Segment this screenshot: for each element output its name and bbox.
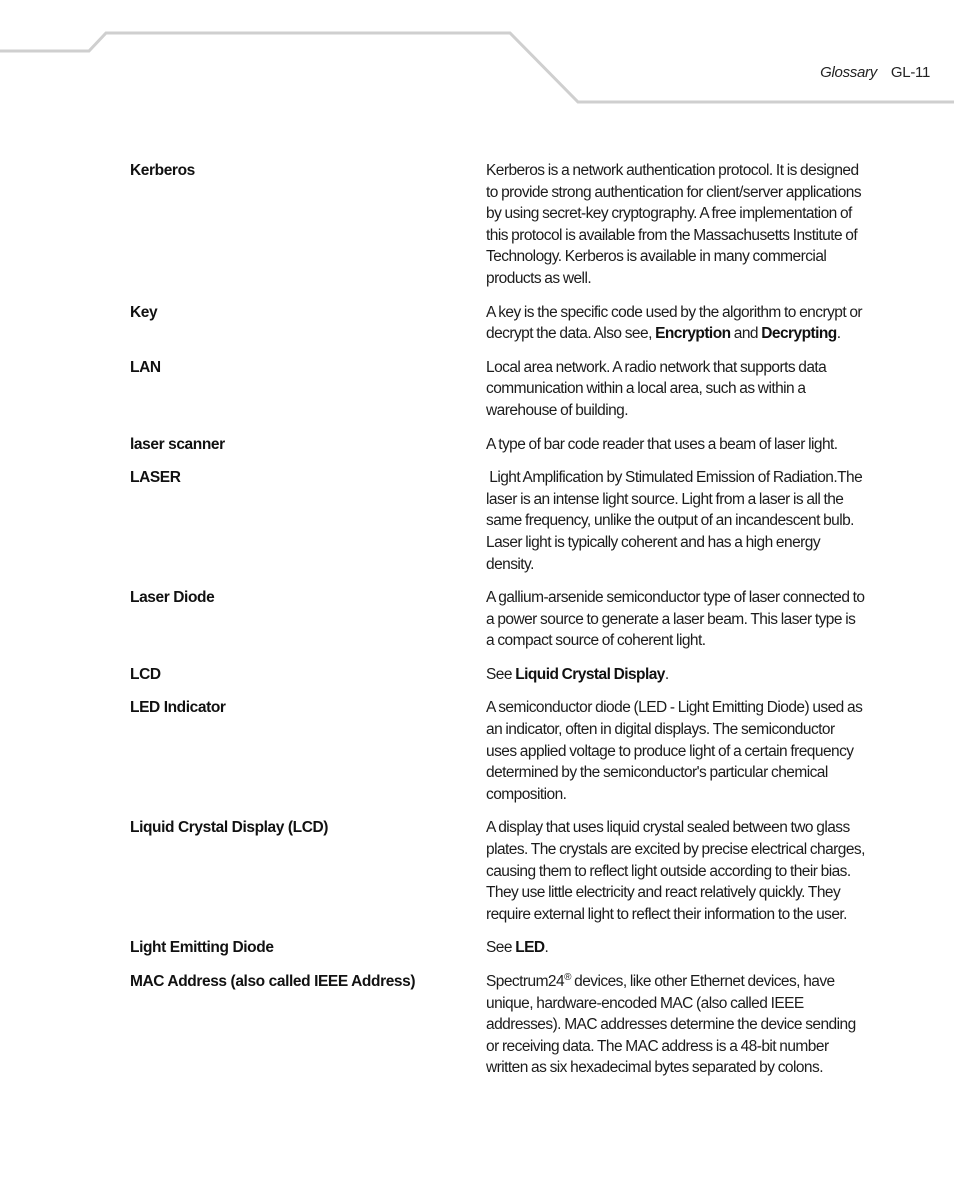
definition-text: A key is the specific code used by the algorithm to encrypt or decrypt the data. Also see, bbox=[486, 303, 863, 343]
header-rule bbox=[0, 0, 954, 110]
cross-reference: LED bbox=[515, 939, 545, 957]
cross-reference: Encryption bbox=[655, 325, 731, 343]
glossary-definition bbox=[486, 664, 866, 686]
glossary-entry bbox=[130, 817, 870, 925]
page-number: GL-11 bbox=[890, 64, 930, 81]
glossary-entry bbox=[130, 587, 870, 652]
definition-text: See bbox=[486, 665, 516, 683]
definition-text: Spectrum24 bbox=[486, 973, 565, 990]
definition-text: devices, like other Ethernet devices, have unique, hardware-encoded MAC (also called IEEE addresses). MAC addresses determine the device sending or receiving data. The MAC address is a 48-bit number written as six hexadecimal bytes separated by colons. bbox=[486, 973, 856, 1077]
glossary-list bbox=[130, 160, 870, 1091]
glossary-definition: Kerberos is a network authentication protocol. It is designed to provide strong authentication for client/server applications by using secret-key cryptography. A free implementation of this protocol is available from the Massachusetts Institute of Technology. Kerberos is available in many commercial products as well. bbox=[486, 162, 862, 287]
glossary-definition: A gallium-arsenide semiconductor type of laser connected to a power source to generate a laser beam. This laser type is a compact source of coherent light. bbox=[486, 589, 865, 650]
glossary-term: Kerberos bbox=[130, 162, 195, 179]
glossary-entry bbox=[130, 302, 870, 345]
definition-text: . bbox=[664, 665, 669, 683]
glossary-entry bbox=[130, 160, 870, 290]
glossary-term: laser scanner bbox=[130, 435, 225, 453]
glossary-definition: A type of bar code reader that uses a beam of laser light. bbox=[486, 435, 838, 453]
glossary-entry bbox=[130, 664, 870, 686]
glossary-definition: A display that uses liquid crystal sealed between two glass plates. The crystals are excited by precise electrical charges, causing them to reflect light outside according to their bias. They use little electricity and react relatively quickly. They require external light to reflect their information to the user. bbox=[486, 819, 865, 923]
glossary-term: Light Emitting Diode bbox=[130, 939, 274, 957]
cross-reference: Decrypting bbox=[761, 325, 837, 343]
definition-text: See bbox=[486, 939, 516, 957]
registered-mark: ® bbox=[564, 972, 571, 983]
section-title: Glossary bbox=[820, 64, 877, 81]
glossary-definition bbox=[486, 937, 866, 959]
glossary-entry bbox=[130, 434, 870, 456]
glossary-definition bbox=[486, 302, 866, 345]
glossary-entry bbox=[130, 697, 870, 805]
glossary-term: LASER bbox=[130, 469, 181, 487]
glossary-definition: Local area network. A radio network that supports data communication within a local area, such as within a warehouse of building. bbox=[486, 358, 827, 419]
cross-reference: Liquid Crystal Display bbox=[515, 665, 665, 683]
glossary-term: LED Indicator bbox=[130, 699, 226, 717]
definition-text: . bbox=[836, 325, 841, 343]
glossary-term: LAN bbox=[130, 358, 161, 376]
glossary-definition bbox=[486, 971, 866, 1079]
glossary-term: Liquid Crystal Display (LCD) bbox=[130, 819, 329, 837]
glossary-term: Laser Diode bbox=[130, 589, 215, 607]
glossary-definition: Light Amplification by Stimulated Emission of Radiation.The laser is an intense light source. Light from a laser is all the same frequency, unlike the output of an incandescent bulb. Laser light is typically coherent and has a high energy density. bbox=[486, 469, 866, 573]
glossary-term: LCD bbox=[130, 665, 161, 683]
running-head bbox=[760, 64, 930, 81]
glossary-entry bbox=[130, 467, 870, 575]
glossary-term: MAC Address (also called IEEE Address) bbox=[130, 973, 416, 990]
definition-text: and bbox=[730, 325, 762, 343]
glossary-term: Key bbox=[130, 303, 158, 321]
glossary-entry bbox=[130, 357, 870, 422]
glossary-entry bbox=[130, 971, 870, 1079]
glossary-entry bbox=[130, 937, 870, 959]
glossary-definition: A semiconductor diode (LED - Light Emitting Diode) used as an indicator, often in digital displays. The semiconductor uses applied voltage to produce light of a certain frequency determined by the semiconductor's particular chemical composition. bbox=[486, 699, 863, 803]
definition-text: . bbox=[544, 939, 549, 957]
